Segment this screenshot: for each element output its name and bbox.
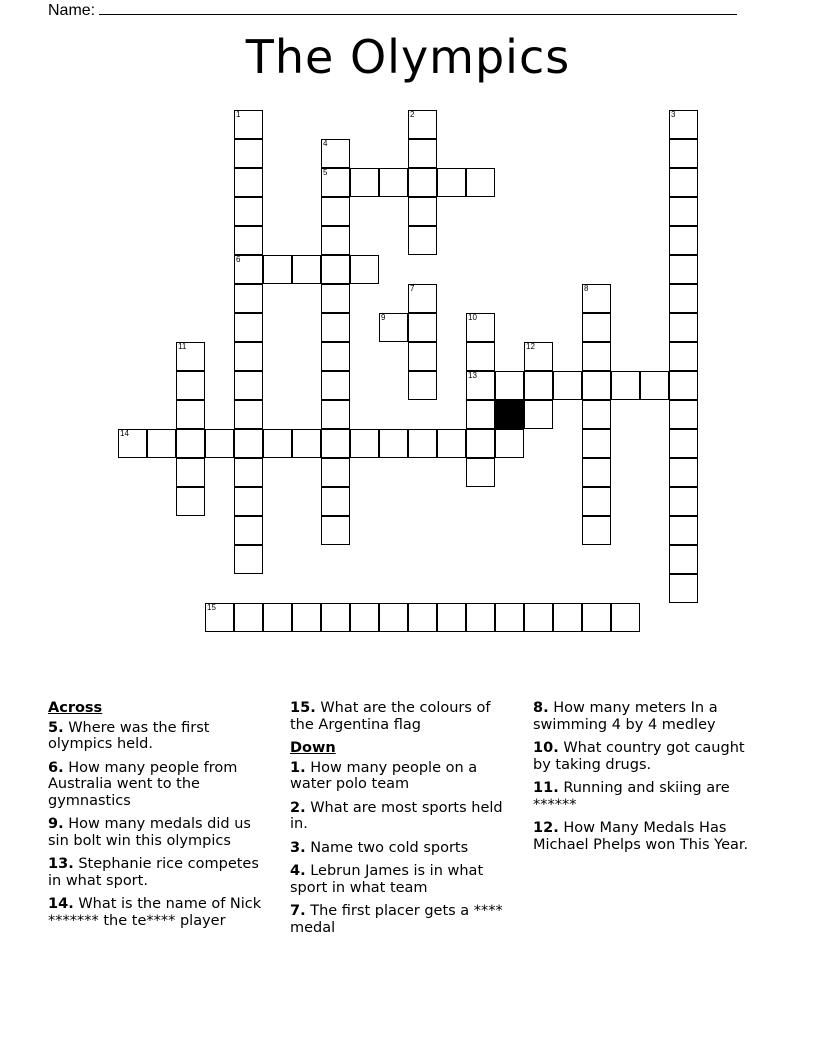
clue-number: 2 (290, 799, 301, 816)
answer-cell[interactable] (234, 313, 263, 342)
clue-text: How many meters In a swimming 4 by 4 medley (533, 700, 718, 733)
clue-number-label: 6 (236, 255, 241, 264)
clue-number: 10 (533, 740, 554, 756)
clue-text: How many medals did us sin bolt win this olympics (48, 816, 251, 849)
answer-cell[interactable] (263, 603, 292, 632)
answer-cell[interactable] (524, 603, 553, 632)
clue-across-9: 9. How many medals did us sin bolt win this olympics (48, 816, 251, 849)
answer-cell[interactable] (408, 313, 437, 342)
answer-cell[interactable] (321, 487, 350, 516)
clue-down-7: 7. The first placer gets a **** medal (290, 903, 503, 936)
answer-cell[interactable] (669, 342, 698, 371)
answer-cell[interactable] (321, 197, 350, 226)
answer-cell[interactable] (205, 429, 234, 458)
clues-column-3 (533, 700, 761, 860)
clue-text: Stephanie rice competes in what sport. (48, 856, 259, 889)
answer-cell[interactable] (408, 603, 437, 632)
answer-cell[interactable] (321, 284, 350, 313)
clue-down-11: 11. Running and skiing are ****** (533, 780, 730, 813)
clue-text: How many people from Australia went to the gymnastics (48, 759, 238, 809)
answer-cell[interactable] (379, 603, 408, 632)
answer-cell[interactable] (408, 168, 437, 197)
clue-number-label: 4 (323, 139, 328, 148)
answer-cell[interactable] (524, 400, 553, 429)
answer-cell[interactable] (234, 110, 263, 139)
answer-cell[interactable] (611, 371, 640, 400)
answer-cell[interactable] (466, 168, 495, 197)
answer-cell[interactable] (553, 371, 582, 400)
clue-text: What are most sports held in. (290, 799, 503, 832)
clue-text: Running and skiing are ****** (533, 780, 730, 813)
answer-cell[interactable] (234, 168, 263, 197)
answer-cell[interactable] (205, 603, 234, 632)
answer-cell[interactable] (437, 429, 466, 458)
clue-down-10: 10. What country got caught by taking drugs. (533, 740, 745, 773)
answer-cell[interactable] (408, 342, 437, 371)
answer-cell[interactable] (466, 342, 495, 371)
clue-number-label: 8 (584, 284, 589, 293)
answer-cell[interactable] (321, 603, 350, 632)
puzzle-title: The Olympics (245, 30, 571, 84)
answer-cell[interactable] (669, 255, 698, 284)
clue-number-label: 14 (120, 429, 129, 438)
clue-number: 3 (290, 839, 301, 856)
clue-number: 5 (48, 719, 59, 736)
clue-number-label: 10 (468, 313, 477, 322)
answer-cell[interactable] (176, 400, 205, 429)
answer-cell[interactable] (466, 429, 495, 458)
answer-cell[interactable] (669, 429, 698, 458)
answer-cell[interactable] (582, 371, 611, 400)
clue-across-15: 15. What are the colours of the Argentina flag (290, 700, 491, 733)
answer-cell[interactable] (582, 458, 611, 487)
clue-number: 11 (533, 780, 554, 796)
clue-number-label: 5 (323, 168, 328, 177)
clue-down-1: 1. How many people on a water polo team (290, 759, 478, 792)
answer-cell[interactable] (582, 429, 611, 458)
answer-cell[interactable] (234, 371, 263, 400)
answer-cell[interactable] (582, 487, 611, 516)
answer-cell[interactable] (234, 603, 263, 632)
answer-cell[interactable] (495, 371, 524, 400)
clue-number: 15 (290, 700, 311, 716)
answer-cell[interactable] (321, 226, 350, 255)
answer-cell[interactable] (669, 371, 698, 400)
answer-cell[interactable] (292, 255, 321, 284)
answer-cell[interactable] (669, 110, 698, 139)
answer-cell[interactable] (321, 342, 350, 371)
answer-cell[interactable] (292, 603, 321, 632)
answer-cell[interactable] (524, 342, 553, 371)
name-label: Name: (48, 2, 96, 19)
answer-cell[interactable] (176, 458, 205, 487)
answer-cell[interactable] (582, 516, 611, 545)
answer-cell[interactable] (437, 603, 466, 632)
clue-number: 8 (533, 700, 544, 716)
clue-number: 4 (290, 863, 301, 879)
answer-cell[interactable] (321, 255, 350, 284)
answer-cell[interactable] (379, 429, 408, 458)
clue-number-label: 2 (410, 110, 415, 119)
answer-cell[interactable] (669, 400, 698, 429)
answer-cell[interactable] (669, 545, 698, 574)
answer-cell[interactable] (553, 603, 582, 632)
answer-cell[interactable] (466, 603, 495, 632)
clue-number-label: 15 (207, 603, 216, 612)
black-cell (495, 400, 524, 429)
answer-cell[interactable] (176, 429, 205, 458)
answer-cell[interactable] (234, 342, 263, 371)
answer-cell[interactable] (466, 371, 495, 400)
answer-cell[interactable] (408, 110, 437, 139)
answer-cell[interactable] (582, 603, 611, 632)
clue-down-4: 4. Lebrun James is in what sport in what team (290, 863, 484, 896)
answer-cell[interactable] (408, 429, 437, 458)
answer-cell[interactable] (234, 255, 263, 284)
clue-number-label: 1 (236, 110, 241, 119)
answer-cell[interactable] (669, 197, 698, 226)
answer-cell[interactable] (234, 284, 263, 313)
answer-cell[interactable] (263, 429, 292, 458)
answer-cell[interactable] (408, 371, 437, 400)
answer-cell[interactable] (147, 429, 176, 458)
clues-column-1 (48, 700, 276, 936)
answer-cell[interactable] (350, 429, 379, 458)
answer-cell[interactable] (176, 342, 205, 371)
answer-cell[interactable] (234, 487, 263, 516)
answer-cell[interactable] (350, 255, 379, 284)
answer-cell[interactable] (234, 400, 263, 429)
clue-text: Lebrun James is in what sport in what team (290, 863, 484, 896)
answer-cell[interactable] (466, 458, 495, 487)
answer-cell[interactable] (466, 400, 495, 429)
clue-number: 12 (533, 820, 554, 836)
answer-cell[interactable] (176, 371, 205, 400)
clue-down-2: 2. What are most sports held in. (290, 799, 503, 832)
clue-number: 1 (290, 759, 301, 776)
answer-cell[interactable] (321, 516, 350, 545)
answer-cell[interactable] (234, 458, 263, 487)
answer-cell[interactable] (321, 458, 350, 487)
answer-cell[interactable] (321, 400, 350, 429)
down-heading: Down (290, 740, 336, 756)
answer-cell[interactable] (234, 516, 263, 545)
clue-number-label: 12 (526, 342, 535, 351)
answer-cell[interactable] (582, 284, 611, 313)
clue-number-label: 9 (381, 313, 386, 322)
clue-down-8: 8. How many meters In a swimming 4 by 4 medley (533, 700, 718, 733)
answer-cell[interactable] (234, 429, 263, 458)
answer-cell[interactable] (321, 313, 350, 342)
answer-cell[interactable] (669, 139, 698, 168)
answer-cell[interactable] (669, 168, 698, 197)
answer-cell[interactable] (321, 139, 350, 168)
clue-number-label: 13 (468, 371, 477, 380)
clue-text: What is the name of Nick ******* the te**** player (48, 896, 262, 929)
answer-cell[interactable] (669, 313, 698, 342)
answer-cell[interactable] (234, 139, 263, 168)
answer-cell[interactable] (495, 429, 524, 458)
answer-cell[interactable] (669, 226, 698, 255)
answer-cell[interactable] (408, 197, 437, 226)
answer-cell[interactable] (379, 313, 408, 342)
answer-cell[interactable] (669, 284, 698, 313)
clue-number: 6 (48, 759, 59, 776)
clue-number: 14 (48, 896, 69, 912)
answer-cell[interactable] (263, 255, 292, 284)
answer-cell[interactable] (176, 487, 205, 516)
answer-cell[interactable] (582, 342, 611, 371)
clue-text: How Many Medals Has Michael Phelps won This Year. (533, 820, 749, 853)
answer-cell[interactable] (640, 371, 669, 400)
clue-text: The first placer gets a **** medal (290, 903, 503, 936)
clues-column-2 (290, 700, 518, 943)
clue-number: 7 (290, 903, 301, 919)
clue-text: How many people on a water polo team (290, 759, 478, 792)
answer-cell[interactable] (350, 168, 379, 197)
answer-cell[interactable] (669, 574, 698, 603)
clue-down-12: 12. How Many Medals Has Michael Phelps won This Year. (533, 820, 749, 853)
answer-cell[interactable] (408, 284, 437, 313)
answer-cell[interactable] (234, 197, 263, 226)
answer-cell[interactable] (350, 603, 379, 632)
answer-cell[interactable] (321, 371, 350, 400)
clue-across-13: 13. Stephanie rice competes in what sport. (48, 856, 259, 889)
clue-across-6: 6. How many people from Australia went to the gymnastics (48, 759, 238, 809)
clue-across-14: 14. What is the name of Nick ******* the te**** player (48, 896, 262, 929)
answer-cell[interactable] (669, 458, 698, 487)
answer-cell[interactable] (408, 139, 437, 168)
clue-number-label: 3 (671, 110, 676, 119)
answer-cell[interactable] (118, 429, 147, 458)
clue-number-label: 7 (410, 284, 415, 293)
answer-cell[interactable] (582, 313, 611, 342)
clue-number: 13 (48, 856, 69, 872)
answer-cell[interactable] (408, 226, 437, 255)
clue-text: What are the colours of the Argentina flag (290, 700, 491, 733)
across-heading: Across (48, 700, 103, 716)
answer-cell[interactable] (466, 313, 495, 342)
clue-text: Where was the first olympics held. (48, 719, 210, 752)
answer-cell[interactable] (292, 429, 321, 458)
answer-cell[interactable] (611, 603, 640, 632)
answer-cell[interactable] (495, 603, 524, 632)
clue-across-5: 5. Where was the first olympics held. (48, 719, 210, 752)
answer-cell[interactable] (582, 400, 611, 429)
clue-text: What country got caught by taking drugs. (533, 740, 745, 773)
answer-cell[interactable] (669, 516, 698, 545)
clue-number: 9 (48, 816, 59, 832)
answer-cell[interactable] (669, 487, 698, 516)
answer-cell[interactable] (437, 168, 466, 197)
answer-cell[interactable] (321, 429, 350, 458)
answer-cell[interactable] (234, 545, 263, 574)
clue-number-label: 11 (178, 342, 187, 351)
clue-down-3: 3. Name two cold sports (290, 839, 469, 856)
clue-text: Name two cold sports (310, 839, 469, 856)
answer-cell[interactable] (379, 168, 408, 197)
answer-cell[interactable] (524, 371, 553, 400)
answer-cell[interactable] (321, 168, 350, 197)
answer-cell[interactable] (234, 226, 263, 255)
